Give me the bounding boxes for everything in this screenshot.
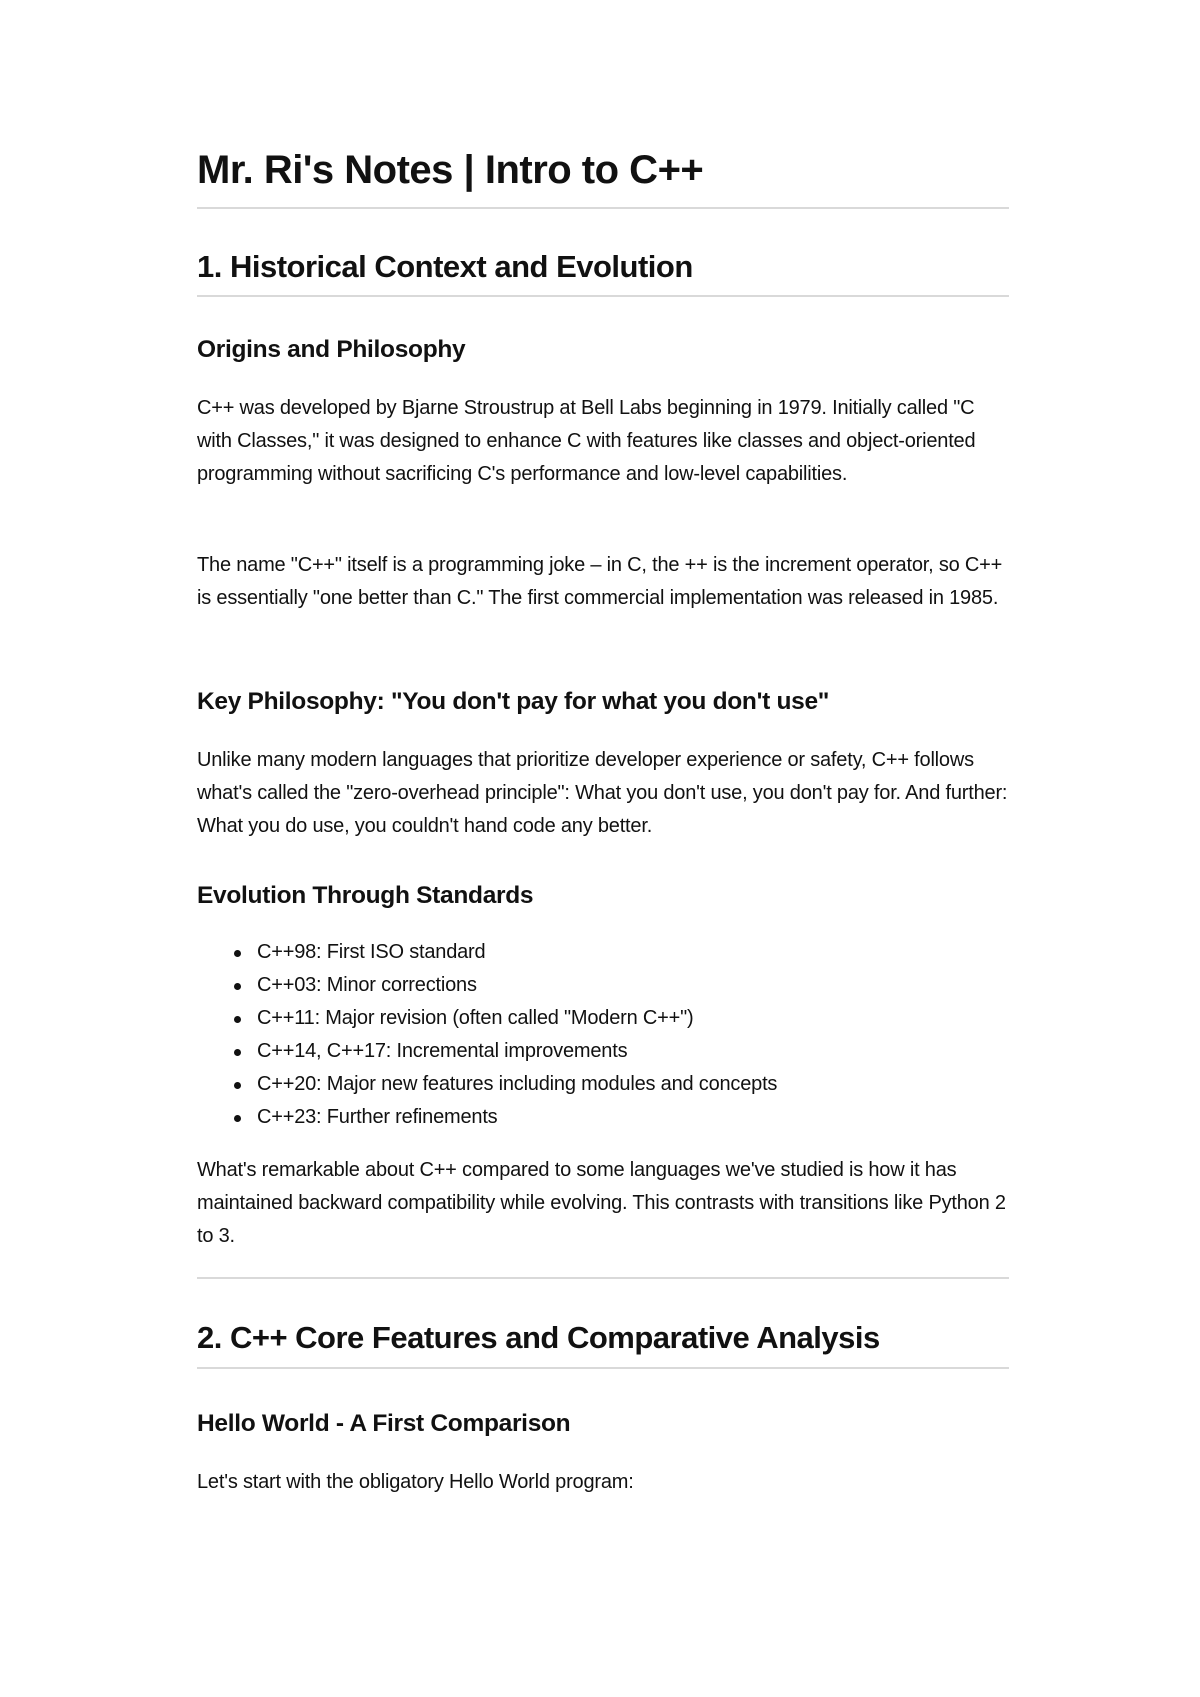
section-2-heading: 2. C++ Core Features and Comparative Analysis xyxy=(197,1320,880,1355)
origins-paragraph-2: The name "C++" itself is a programming joke – in C, the ++ is the increment operator, so C++ is essentially "one better than C." The first commercial implementation was released in 1985. xyxy=(197,554,1003,609)
list-item xyxy=(197,936,1009,969)
list-item-text: C++11: Major revision (often called "Modern C++") xyxy=(257,1007,694,1029)
section-1-divider xyxy=(197,295,1009,297)
list-item-text: C++03: Minor corrections xyxy=(257,974,477,996)
page-title: Mr. Ri's Notes | Intro to C++ xyxy=(197,148,704,192)
bullet-icon xyxy=(234,950,241,957)
section-2-divider xyxy=(197,1367,1009,1369)
list-item-text: C++14, C++17: Incremental improvements xyxy=(257,1040,628,1062)
title-divider xyxy=(197,207,1009,209)
bullet-icon xyxy=(234,1049,241,1056)
origins-paragraph-1: C++ was developed by Bjarne Stroustrup at Bell Labs beginning in 1979. Initially called "C with Classes," it was designed to enhance C with features like classes and object-oriented programming without sacrificing C's performance and low-level capabilities. xyxy=(197,397,976,485)
bullet-icon xyxy=(234,1016,241,1023)
bullet-icon xyxy=(234,1115,241,1122)
key-philosophy-heading: Key Philosophy: "You don't pay for what you don't use" xyxy=(197,688,830,715)
section-1-heading: 1. Historical Context and Evolution xyxy=(197,249,693,284)
hello-world-heading: Hello World - A First Comparison xyxy=(197,1410,571,1437)
list-item-text: C++20: Major new features including modules and concepts xyxy=(257,1073,778,1095)
section-divider xyxy=(197,1277,1009,1279)
bullet-icon xyxy=(234,1082,241,1089)
list-item xyxy=(197,1035,1009,1068)
origins-heading: Origins and Philosophy xyxy=(197,336,466,363)
key-philosophy-paragraph: Unlike many modern languages that prioritize developer experience or safety, C++ follows what's called the "zero-overhead principle": What you don't use, you don't pay for. And further: What you do use, you couldn't hand code any better. xyxy=(197,749,1008,837)
bullet-icon xyxy=(234,983,241,990)
list-item-text: C++98: First ISO standard xyxy=(257,941,486,963)
list-item xyxy=(197,969,1009,1002)
evolution-paragraph: What's remarkable about C++ compared to some languages we've studied is how it has maintained backward compatibility while evolving. This contrasts with transitions like Python 2 to 3. xyxy=(197,1159,1006,1247)
list-item-text: C++23: Further refinements xyxy=(257,1106,498,1128)
list-item xyxy=(197,1002,1009,1035)
list-item xyxy=(197,1068,1009,1101)
standards-list xyxy=(197,936,1009,1134)
list-item xyxy=(197,1101,1009,1134)
evolution-heading: Evolution Through Standards xyxy=(197,882,534,909)
hello-world-paragraph: Let's start with the obligatory Hello World program: xyxy=(197,1471,634,1493)
